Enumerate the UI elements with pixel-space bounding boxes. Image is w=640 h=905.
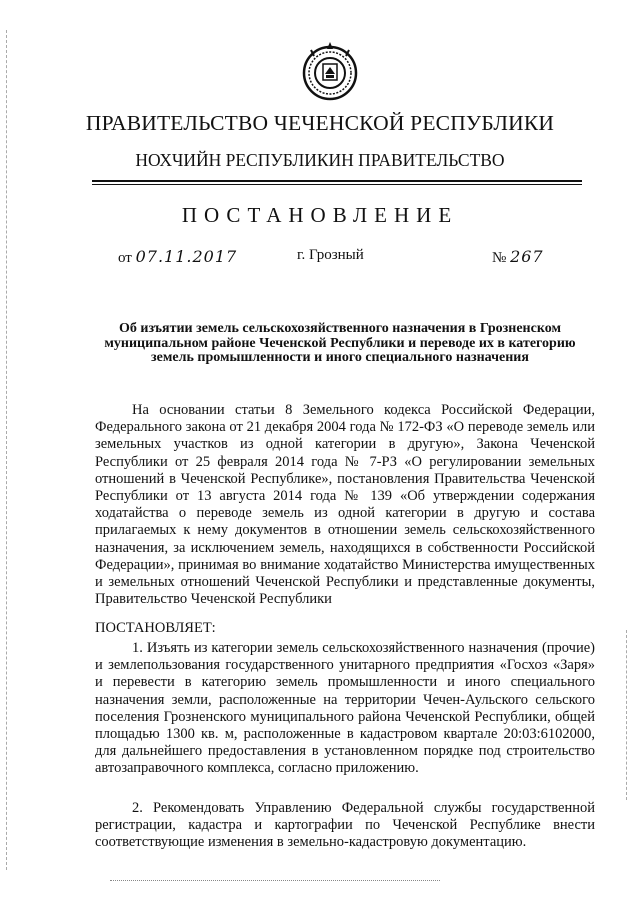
- preamble-paragraph: На основании статьи 8 Земельного кодекса Российской Федерации, Федерального закона от 21 декабря 2004 года № 172-ФЗ «О переводе земель или земельных участков из одной категории в другую», Закона Чеченской Республики от 25 февраля 2014 года № 7-РЗ «О регулировании земельных отношений в Чеченской Республике», постановления Правительства Чеченской Республики от 13 августа 2014 года № 139 «Об утверждении содержания ходатайства о переводе земель из одной категории в другую и состава прилагаемых к нему документов в отношении земель сельскохозяйственного назначения, за исключением земель, находящихся в собственности Российской Федерации», принимая во внимание ходатайство Министерства имущественных и земельных отношений Чеченской Республики и представленные документы, Правительство Чеченской Республики: [95, 402, 595, 608]
- footer-line: [110, 880, 440, 883]
- date-prefix: от: [118, 250, 132, 266]
- coat-of-arms-icon: [301, 40, 359, 102]
- government-name-ru: ПРАВИТЕЛЬСТВО ЧЕЧЕНСКОЙ РЕСПУБЛИКИ: [85, 111, 555, 135]
- header-rule-thin: [92, 184, 582, 185]
- number-value: 267: [510, 247, 544, 266]
- government-name-ce: НОХЧИЙН РЕСПУБЛИКИН ПРАВИТЕЛЬСТВО: [135, 150, 505, 170]
- number-prefix: №: [492, 250, 507, 266]
- header-rule: [92, 180, 582, 182]
- item-paragraph-1: 1. Изъять из категории земель сельскохозяйственного назначения (прочие) и землепользования государственного унитарного предприятия «Госхоз «Заря» и перевести в категорию земель промышленности и иного специального назначения земли, расположенные на территории Чечен-Аульского сельского поселения Грозненского муниципального района Чеченской Республики, общей площадью 1300 кв. м, расположенные в кадастровом квартале 20:03:6102000, для дальнейшего предоставления в установленном порядке под строительство автозаправочного комплекса, согласно приложению.: [95, 640, 595, 777]
- document-number: [492, 247, 544, 267]
- document-city: г. Грозный: [297, 247, 364, 263]
- resolves-heading: ПОСТАНОВЛЯЕТ:: [95, 620, 216, 636]
- document-date: [118, 247, 237, 267]
- document-type: ПОСТАНОВЛЕНИЕ: [181, 203, 459, 227]
- document-title: Об изъятии земель сельскохозяйственного назначения в Грозненском муниципальном районе Чеченской Республики и переводе их в категорию земель промышленности и иного специального назначения: [104, 321, 576, 365]
- scan-edge-left: [6, 30, 9, 870]
- date-value: 07.11.2017: [135, 247, 238, 266]
- item-paragraph-2: 2. Рекомендовать Управлению Федеральной службы государственной регистрации, кадастра и картографии по Чеченской Республике внести соответствующие изменения в земельно-кадастровую документацию.: [95, 800, 595, 851]
- scan-edge-right: [626, 630, 629, 800]
